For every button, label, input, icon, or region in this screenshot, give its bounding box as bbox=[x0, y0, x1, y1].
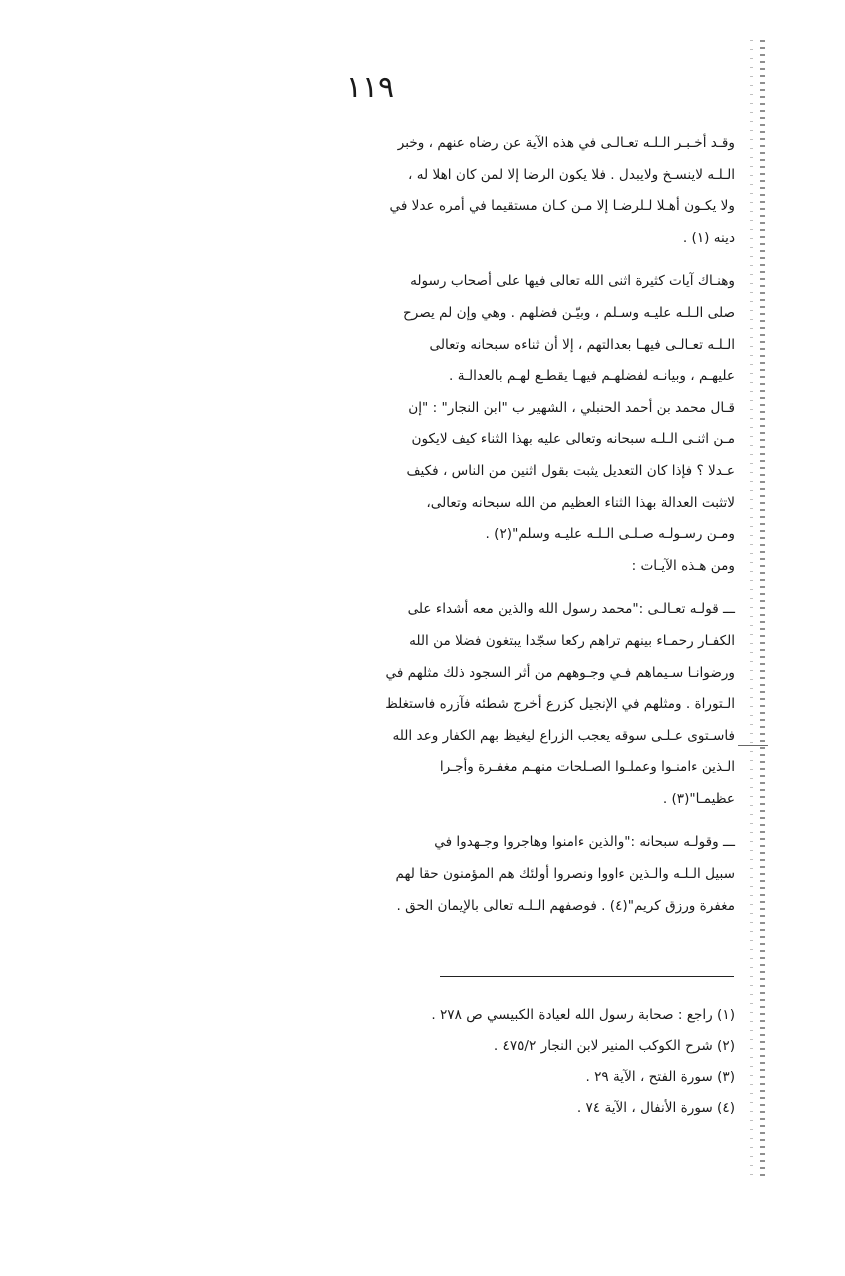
text-line: ولا يكـون أهـلا لـلرضـا إلا مـن كـان مستقيما في أمره عدلا في bbox=[389, 198, 735, 215]
paragraph-4 bbox=[150, 594, 735, 815]
text-line: ـــ قولـه تعـالـى :"محمد رسول الله والذين معه أشداء على bbox=[407, 601, 735, 618]
text-line: مـن اثنـى الـلـه سبحانه وتعالى عليه بهذا الثناء كيف لايكون bbox=[411, 431, 735, 448]
text-line: الـلـه تعـالـى فيهـا بعدالتهم ، إلا أن ثناءه سبحانه وتعالى bbox=[429, 336, 735, 353]
text-line: مغفرة ورزق كريم"(٤) . فوصفهم الـلـه تعالى بالإيمان الحق . bbox=[396, 897, 735, 914]
text-line: صلى الـلـه عليـه وسـلم ، وبيّـن فضلهم . وهي وإن لم يصرح bbox=[402, 304, 735, 321]
footnote-separator bbox=[440, 976, 734, 977]
text-line: عـدلا ؟ فإذا كان التعديل يثبت بقول اثنين من الناس ، فكيف bbox=[406, 462, 735, 479]
text-line: فاسـتوى عـلـى سوقه يعجب الزراع ليغيظ بهم الكفار وعد الله bbox=[392, 727, 735, 744]
text-line: وقـد أخـبـر الـلـه تعـالـى في هذه الآية عن رضاه عنهم ، وخبر bbox=[397, 135, 735, 151]
text-line: ـــ وقولـه سبحانه :"والذين ءامنوا وهاجروا وجـهدوا في bbox=[434, 834, 735, 851]
binding-dots bbox=[760, 40, 765, 1180]
text-line: ورضوانـا سـيماهم فـي وجـوههم من أثر السجود ذلك مثلهم في bbox=[385, 664, 735, 681]
footnote: (٢) شرح الكوكب المنير لابن النجار ٤٧٥/٢ . bbox=[493, 1038, 735, 1054]
text-line: دينه (١) . bbox=[682, 229, 735, 246]
text-line: الـذين ءامنـوا وعملـوا الصـلحات منهـم مغفـرة وأجـرا bbox=[439, 759, 735, 776]
footnote: (٣) سورة الفتح ، الآية ٢٩ . bbox=[585, 1069, 735, 1085]
paragraph-2 bbox=[150, 266, 735, 550]
text-line: ومـن رسـولـه صـلـى الـلـه عليـه وسلم"(٢) . bbox=[485, 526, 735, 543]
binding-dots bbox=[750, 40, 753, 1180]
text-line: ومن هـذه الآيـات : bbox=[631, 557, 735, 574]
margin-mark bbox=[738, 745, 768, 746]
paragraph-3 bbox=[150, 551, 735, 583]
page-number: ١١٩ bbox=[345, 70, 395, 105]
footnotes bbox=[150, 1000, 735, 1124]
text-line: قـال محمد بن أحمد الحنبلي ، الشهير ب "ابن النجار" : "إن bbox=[408, 399, 735, 416]
text-line: عظيمـا"(٣) . bbox=[662, 790, 735, 807]
footnote: (٤) سورة الأنفال ، الآية ٧٤ . bbox=[576, 1100, 735, 1116]
text-line: لاتثبت العدالة بهذا الثناء العظيم من الله سبحانه وتعالى، bbox=[426, 494, 735, 511]
text-line: سبيل الـلـه والـذين ءاووا ونصروا أولئك هم المؤمنون حقا لهم bbox=[395, 866, 735, 883]
footnote: (١) راجع : صحابة رسول الله لعيادة الكبيسي ص ٢٧٨ . bbox=[431, 1007, 735, 1023]
text-line: الـتوراة . ومثلهم في الإنجيل كزرع أخرج شطئه فآزره فاستغلظ bbox=[385, 696, 735, 713]
text-line: الكفـار رحمـاء بينهم تراهم ركعا سجّدا يبتغون فضلا من الله bbox=[409, 632, 735, 649]
main-text bbox=[150, 128, 735, 922]
text-line: عليهـم ، وبيانـه لفضلهـم فيهـا يقطـع لهـم بالعدالـة . bbox=[449, 368, 735, 385]
text-line: الـلـه لاينسـخ ولايبدل . فلا يكون الرضا إلا لمن كان اهلا له ، bbox=[408, 166, 735, 183]
paragraph-1 bbox=[150, 128, 735, 254]
scan-margin-artifacts bbox=[748, 40, 776, 1180]
paragraph-5 bbox=[150, 827, 735, 922]
text-line: وهنـاك آيات كثيرة اثنى الله تعالى فيها على أصحاب رسوله bbox=[410, 273, 735, 290]
